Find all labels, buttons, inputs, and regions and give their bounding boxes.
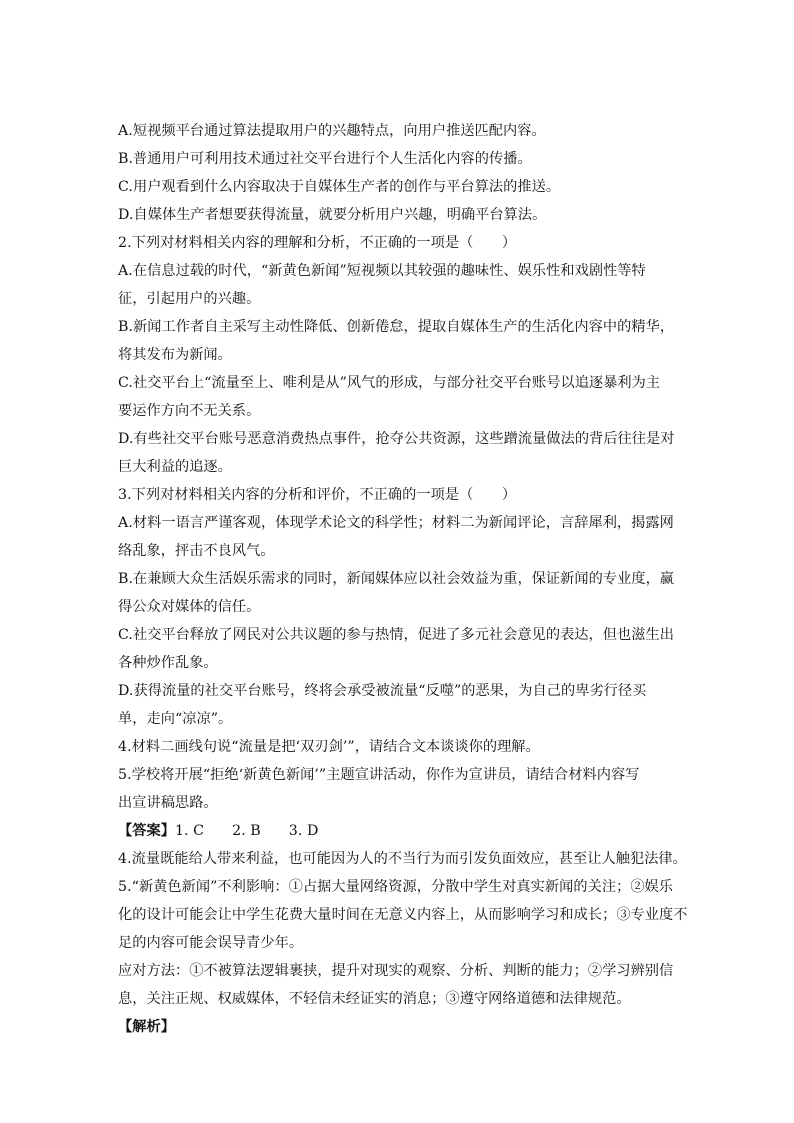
- q1-option-b: B.普通用户可利用技术通过社交平台进行个人生活化内容的传播。: [118, 151, 532, 167]
- q5-stem-cont: 出宣讲稿思路。: [118, 795, 218, 811]
- q2-option-b: B.新闻工作者自主采写主动性降低、创新倦怠，提取自媒体生产的生活化内容中的精华，: [118, 319, 675, 335]
- answer-5-line-3: 足的内容可能会误导青少年。: [118, 935, 304, 951]
- q2-option-c: C.社交平台上“流量至上、唯利是从”风气的形成，与部分社交平台账号以追逐暴利为主: [118, 375, 661, 391]
- q2-option-c-cont: 要运作方向不无关系。: [118, 403, 261, 419]
- answer-line: [118, 817, 694, 845]
- q1-option-a: A.短视频平台通过算法提取用户的兴趣特点，向用户推送匹配内容。: [118, 123, 546, 139]
- q2-option-a-cont: 征，引起用户的兴趣。: [118, 291, 261, 307]
- q2-option-b-cont: 将其发布为新闻。: [118, 347, 232, 363]
- q3-option-a: A.材料一语言严谨客观，体现学术论文的科学性；材料二为新闻评论，言辞犀利，揭露网: [118, 515, 674, 531]
- q3-option-b: B.在兼顾大众生活娱乐需求的同时，新闻媒体应以社会效益为重，保证新闻的专业度，赢: [118, 571, 675, 587]
- q3-option-d: D.获得流量的社交平台账号，终将会承受被流量“反噬”的恶果，为自己的卑劣行径买: [118, 683, 647, 699]
- answer-2: 2. B: [232, 823, 261, 839]
- answer-4: 4.流量既能给人带来利益，也可能因为人的不当行为而引发负面效应，甚至让人触犯法律。: [118, 851, 687, 867]
- q2-stem: 2.下列对材料相关内容的理解和分析，不正确的一项是（ ）: [118, 235, 517, 251]
- q3-stem: 3.下列对材料相关内容的分析和评价，不正确的一项是（ ）: [118, 487, 517, 503]
- answer-5-line-1: 5.“新黄色新闻”不利影响：①占据大量网络资源，分散中学生对真实新闻的关注；②娱乐: [118, 879, 674, 895]
- q3-option-b-cont: 得公众对媒体的信任。: [118, 599, 261, 615]
- q2-option-d-cont: 巨大利益的追逐。: [118, 459, 232, 475]
- q3-option-a-cont: 络乱象，抨击不良风气。: [118, 543, 275, 559]
- q5-stem: 5.学校将开展“拒绝‘新黄色新闻’”主题宣讲活动，你作为宣讲员，请结合材料内容写: [118, 767, 640, 783]
- q3-option-c: C.社交平台释放了网民对公共议题的参与热情，促进了多元社会意见的表达，但也滋生出: [118, 627, 674, 643]
- q2-option-d: D.有些社交平台账号恶意消费热点事件，抢夺公共资源，这些蹭流量做法的背后往往是对: [118, 431, 675, 447]
- q1-option-d: D.自媒体生产者想要获得流量，就要分析用户兴趣，明确平台算法。: [118, 207, 547, 223]
- answer-5-methods-line-2: 息，关注正规、权威媒体，不轻信未经证实的消息；③遵守网络道德和法律规范。: [118, 991, 631, 1007]
- q4-stem: 4.材料二画线句说“流量是把‘双刃剑’”，请结合文本谈谈你的理解。: [118, 739, 540, 755]
- answer-3: 3. D: [288, 823, 319, 839]
- document-body: [118, 117, 694, 1041]
- answer-5-methods-line-1: 应对方法：①不被算法逻辑裹挟，提升对现实的观察、分析、判断的能力；②学习辨别信: [118, 963, 674, 979]
- answer-5-line-2: 化的设计可能会让中学生花费大量时间在无意义内容上，从而影响学习和成长；③专业度不: [118, 907, 688, 923]
- q2-option-a: A.在信息过载的时代，“新黄色新闻”短视频以其较强的趣味性、娱乐性和戏剧性等特: [118, 263, 646, 279]
- q3-option-d-cont: 单，走向“凉凉”。: [118, 711, 233, 727]
- analysis-label: 【解析】: [118, 1019, 175, 1035]
- q1-option-c: C.用户观看到什么内容取决于自媒体生产者的创作与平台算法的推送。: [118, 179, 561, 195]
- q3-option-c-cont: 各种炒作乱象。: [118, 655, 218, 671]
- answer-1: 1. C: [174, 823, 205, 839]
- answer-label: 【答案】: [118, 823, 175, 839]
